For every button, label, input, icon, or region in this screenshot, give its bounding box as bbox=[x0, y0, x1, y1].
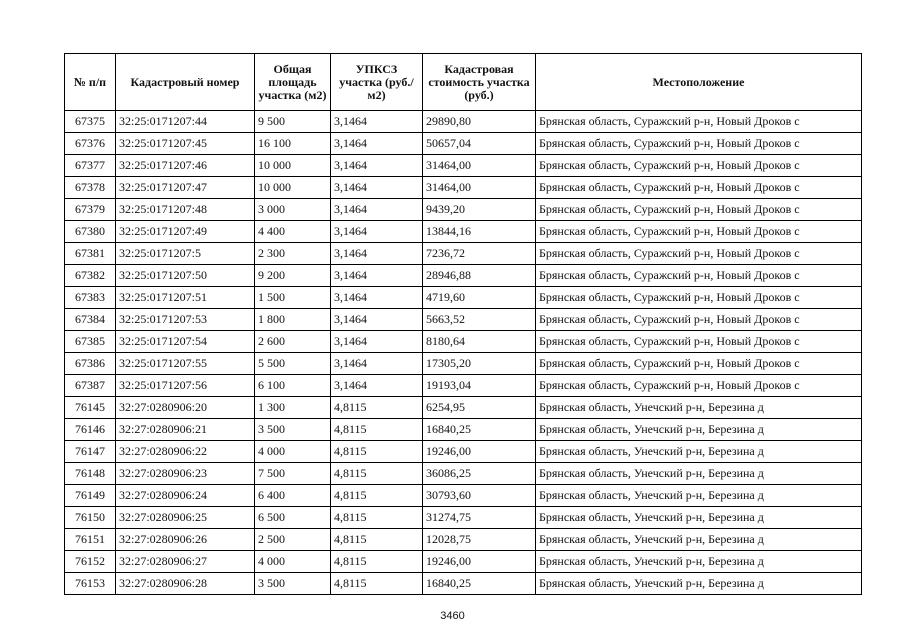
cell-area: 6 100 bbox=[255, 375, 331, 397]
cell-upksz: 3,1464 bbox=[331, 309, 423, 331]
cell-location: Брянская область, Суражский р-н, Новый Дроков с bbox=[536, 177, 862, 199]
cell-upksz: 4,8115 bbox=[331, 573, 423, 595]
table-body bbox=[65, 111, 862, 595]
cell-cadastral-value: 5663,52 bbox=[423, 309, 536, 331]
table-header-row bbox=[65, 54, 862, 111]
cell-cadastral-value: 29890,80 bbox=[423, 111, 536, 133]
cell-upksz: 4,8115 bbox=[331, 507, 423, 529]
cell-cadastral-number: 32:27:0280906:24 bbox=[116, 485, 255, 507]
cell-area: 4 000 bbox=[255, 551, 331, 573]
cell-location: Брянская область, Суражский р-н, Новый Дроков с bbox=[536, 353, 862, 375]
cell-area: 1 800 bbox=[255, 309, 331, 331]
table-row bbox=[65, 111, 862, 133]
cell-location: Брянская область, Суражский р-н, Новый Дроков с bbox=[536, 265, 862, 287]
cell-upksz: 4,8115 bbox=[331, 397, 423, 419]
cell-area: 2 300 bbox=[255, 243, 331, 265]
cell-row-number: 67386 bbox=[65, 353, 116, 375]
cell-area: 9 500 bbox=[255, 111, 331, 133]
cell-cadastral-value: 13844,16 bbox=[423, 221, 536, 243]
cell-cadastral-number: 32:25:0171207:55 bbox=[116, 353, 255, 375]
cell-location: Брянская область, Суражский р-н, Новый Дроков с bbox=[536, 133, 862, 155]
cell-cadastral-value: 8180,64 bbox=[423, 331, 536, 353]
cell-row-number: 76151 bbox=[65, 529, 116, 551]
cell-row-number: 67387 bbox=[65, 375, 116, 397]
cell-location: Брянская область, Унечский р-н, Березина д bbox=[536, 507, 862, 529]
cell-area: 3 000 bbox=[255, 199, 331, 221]
cell-area: 6 500 bbox=[255, 507, 331, 529]
cell-area: 3 500 bbox=[255, 419, 331, 441]
table-row bbox=[65, 463, 862, 485]
header-cadastral-value: Кадастровая стоимость участка (руб.) bbox=[423, 54, 536, 111]
cell-cadastral-number: 32:25:0171207:54 bbox=[116, 331, 255, 353]
cell-area: 10 000 bbox=[255, 177, 331, 199]
cell-cadastral-value: 7236,72 bbox=[423, 243, 536, 265]
table-row bbox=[65, 221, 862, 243]
cell-area: 1 500 bbox=[255, 287, 331, 309]
cell-upksz: 3,1464 bbox=[331, 177, 423, 199]
cell-upksz: 4,8115 bbox=[331, 419, 423, 441]
cell-cadastral-number: 32:25:0171207:56 bbox=[116, 375, 255, 397]
cell-location: Брянская область, Унечский р-н, Березина д bbox=[536, 551, 862, 573]
cell-row-number: 67377 bbox=[65, 155, 116, 177]
cell-area: 3 500 bbox=[255, 573, 331, 595]
cell-row-number: 76148 bbox=[65, 463, 116, 485]
cell-upksz: 3,1464 bbox=[331, 243, 423, 265]
cell-location: Брянская область, Суражский р-н, Новый Дроков с bbox=[536, 243, 862, 265]
cell-area: 7 500 bbox=[255, 463, 331, 485]
cell-location: Брянская область, Унечский р-н, Березина д bbox=[536, 573, 862, 595]
header-area: Общая площадь участка (м2) bbox=[255, 54, 331, 111]
cell-cadastral-value: 16840,25 bbox=[423, 419, 536, 441]
cell-cadastral-number: 32:27:0280906:21 bbox=[116, 419, 255, 441]
cell-cadastral-number: 32:25:0171207:53 bbox=[116, 309, 255, 331]
table-row bbox=[65, 551, 862, 573]
cell-cadastral-number: 32:27:0280906:26 bbox=[116, 529, 255, 551]
table-row bbox=[65, 375, 862, 397]
cell-cadastral-number: 32:27:0280906:28 bbox=[116, 573, 255, 595]
cell-location: Брянская область, Суражский р-н, Новый Дроков с bbox=[536, 287, 862, 309]
cell-upksz: 3,1464 bbox=[331, 221, 423, 243]
cell-row-number: 67380 bbox=[65, 221, 116, 243]
cell-row-number: 67375 bbox=[65, 111, 116, 133]
cell-upksz: 3,1464 bbox=[331, 265, 423, 287]
table-row bbox=[65, 177, 862, 199]
cell-location: Брянская область, Унечский р-н, Березина д bbox=[536, 397, 862, 419]
cell-cadastral-number: 32:25:0171207:44 bbox=[116, 111, 255, 133]
cell-cadastral-value: 31464,00 bbox=[423, 155, 536, 177]
cell-row-number: 76147 bbox=[65, 441, 116, 463]
cell-upksz: 3,1464 bbox=[331, 353, 423, 375]
cell-location: Брянская область, Суражский р-н, Новый Дроков с bbox=[536, 375, 862, 397]
cell-upksz: 3,1464 bbox=[331, 375, 423, 397]
cell-row-number: 67383 bbox=[65, 287, 116, 309]
cell-upksz: 3,1464 bbox=[331, 111, 423, 133]
cell-cadastral-value: 31274,75 bbox=[423, 507, 536, 529]
cell-area: 2 600 bbox=[255, 331, 331, 353]
cell-row-number: 76146 bbox=[65, 419, 116, 441]
cell-area: 2 500 bbox=[255, 529, 331, 551]
cell-upksz: 4,8115 bbox=[331, 529, 423, 551]
cell-location: Брянская область, Унечский р-н, Березина д bbox=[536, 463, 862, 485]
header-cadastral-number: Кадастровый номер bbox=[116, 54, 255, 111]
cell-row-number: 67376 bbox=[65, 133, 116, 155]
cell-cadastral-number: 32:25:0171207:49 bbox=[116, 221, 255, 243]
table-row bbox=[65, 155, 862, 177]
table-row bbox=[65, 419, 862, 441]
cell-cadastral-value: 12028,75 bbox=[423, 529, 536, 551]
cell-cadastral-value: 36086,25 bbox=[423, 463, 536, 485]
cell-location: Брянская область, Суражский р-н, Новый Дроков с bbox=[536, 199, 862, 221]
cell-cadastral-number: 32:25:0171207:50 bbox=[116, 265, 255, 287]
cell-cadastral-value: 16840,25 bbox=[423, 573, 536, 595]
cell-area: 4 400 bbox=[255, 221, 331, 243]
table-row bbox=[65, 243, 862, 265]
cell-upksz: 3,1464 bbox=[331, 155, 423, 177]
cell-location: Брянская область, Суражский р-н, Новый Дроков с bbox=[536, 155, 862, 177]
cell-cadastral-number: 32:27:0280906:25 bbox=[116, 507, 255, 529]
table-row bbox=[65, 507, 862, 529]
cell-cadastral-number: 32:27:0280906:23 bbox=[116, 463, 255, 485]
cell-location: Брянская область, Унечский р-н, Березина д bbox=[536, 529, 862, 551]
cell-location: Брянская область, Унечский р-н, Березина д bbox=[536, 485, 862, 507]
cell-row-number: 76150 bbox=[65, 507, 116, 529]
cell-cadastral-number: 32:25:0171207:47 bbox=[116, 177, 255, 199]
cell-area: 4 000 bbox=[255, 441, 331, 463]
cell-cadastral-number: 32:25:0171207:46 bbox=[116, 155, 255, 177]
table-row bbox=[65, 485, 862, 507]
table-row bbox=[65, 199, 862, 221]
cell-cadastral-number: 32:27:0280906:22 bbox=[116, 441, 255, 463]
table-row bbox=[65, 331, 862, 353]
cell-upksz: 4,8115 bbox=[331, 441, 423, 463]
cell-row-number: 67378 bbox=[65, 177, 116, 199]
cell-cadastral-value: 50657,04 bbox=[423, 133, 536, 155]
table-row bbox=[65, 353, 862, 375]
header-upksz: УПКСЗ участка (руб./м2) bbox=[331, 54, 423, 111]
cell-cadastral-number: 32:25:0171207:5 bbox=[116, 243, 255, 265]
cell-cadastral-value: 17305,20 bbox=[423, 353, 536, 375]
cell-upksz: 4,8115 bbox=[331, 551, 423, 573]
cell-row-number: 67385 bbox=[65, 331, 116, 353]
table-row bbox=[65, 265, 862, 287]
cell-upksz: 4,8115 bbox=[331, 463, 423, 485]
cell-row-number: 67379 bbox=[65, 199, 116, 221]
cell-upksz: 3,1464 bbox=[331, 287, 423, 309]
cell-location: Брянская область, Суражский р-н, Новый Дроков с bbox=[536, 221, 862, 243]
cell-area: 1 300 bbox=[255, 397, 331, 419]
cell-cadastral-value: 19193,04 bbox=[423, 375, 536, 397]
cell-cadastral-number: 32:25:0171207:48 bbox=[116, 199, 255, 221]
cell-area: 6 400 bbox=[255, 485, 331, 507]
cell-row-number: 76153 bbox=[65, 573, 116, 595]
cell-area: 10 000 bbox=[255, 155, 331, 177]
table-row bbox=[65, 133, 862, 155]
cell-upksz: 3,1464 bbox=[331, 199, 423, 221]
cell-cadastral-value: 9439,20 bbox=[423, 199, 536, 221]
cell-row-number: 67382 bbox=[65, 265, 116, 287]
page-number: 3460 bbox=[440, 610, 465, 622]
cell-area: 9 200 bbox=[255, 265, 331, 287]
cell-upksz: 3,1464 bbox=[331, 133, 423, 155]
cell-cadastral-value: 4719,60 bbox=[423, 287, 536, 309]
cell-cadastral-number: 32:25:0171207:51 bbox=[116, 287, 255, 309]
cell-cadastral-value: 30793,60 bbox=[423, 485, 536, 507]
cell-location: Брянская область, Суражский р-н, Новый Дроков с bbox=[536, 331, 862, 353]
cell-row-number: 76149 bbox=[65, 485, 116, 507]
cell-upksz: 4,8115 bbox=[331, 485, 423, 507]
table-row bbox=[65, 287, 862, 309]
cell-cadastral-value: 28946,88 bbox=[423, 265, 536, 287]
cell-location: Брянская область, Унечский р-н, Березина д bbox=[536, 441, 862, 463]
cell-row-number: 76152 bbox=[65, 551, 116, 573]
table-row bbox=[65, 441, 862, 463]
cell-area: 16 100 bbox=[255, 133, 331, 155]
cadastral-table bbox=[64, 53, 862, 595]
cell-area: 5 500 bbox=[255, 353, 331, 375]
header-row-number: № п/п bbox=[65, 54, 116, 111]
table-row bbox=[65, 573, 862, 595]
cell-cadastral-value: 31464,00 bbox=[423, 177, 536, 199]
cell-cadastral-value: 19246,00 bbox=[423, 551, 536, 573]
cell-row-number: 67384 bbox=[65, 309, 116, 331]
cell-upksz: 3,1464 bbox=[331, 331, 423, 353]
cell-location: Брянская область, Унечский р-н, Березина д bbox=[536, 419, 862, 441]
header-location: Местоположение bbox=[536, 54, 862, 111]
cell-location: Брянская область, Суражский р-н, Новый Дроков с bbox=[536, 309, 862, 331]
cell-cadastral-number: 32:25:0171207:45 bbox=[116, 133, 255, 155]
cell-cadastral-number: 32:27:0280906:27 bbox=[116, 551, 255, 573]
table-row bbox=[65, 309, 862, 331]
table-row bbox=[65, 529, 862, 551]
cell-cadastral-value: 19246,00 bbox=[423, 441, 536, 463]
cell-row-number: 76145 bbox=[65, 397, 116, 419]
cell-row-number: 67381 bbox=[65, 243, 116, 265]
table-row bbox=[65, 397, 862, 419]
cell-location: Брянская область, Суражский р-н, Новый Дроков с bbox=[536, 111, 862, 133]
cell-cadastral-value: 6254,95 bbox=[423, 397, 536, 419]
cell-cadastral-number: 32:27:0280906:20 bbox=[116, 397, 255, 419]
